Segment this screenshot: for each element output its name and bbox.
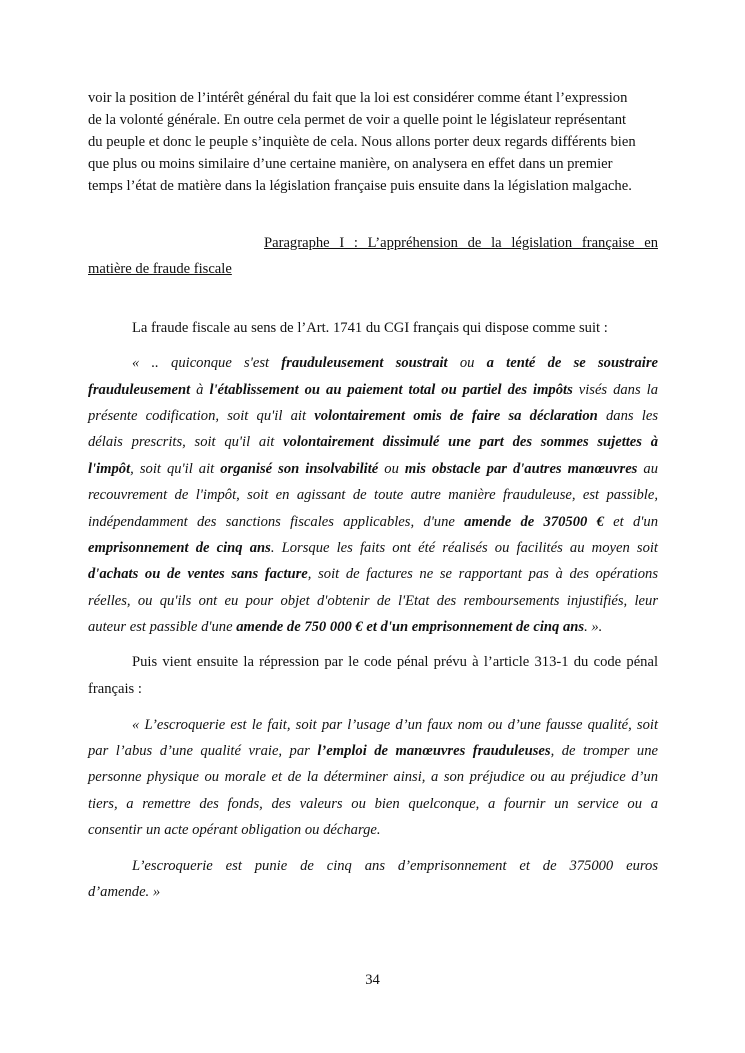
intro-line-4: que plus ou moins similaire d’une certaine manière, on analysera en effet dans un premier [88,156,613,172]
quote1-line-2: frauduleusement à l'établissement ou au paiement total ou partiel des impôts visés dans la [88,382,658,398]
heading-line-1: Paragraphe I : L’appréhension de la législation française en [264,235,658,251]
penal-line-1: Puis vient ensuite la répression par le code pénal prévu à l’article 313-1 du code pénal [132,654,658,670]
document-page [88,0,658,1053]
quote2-line-3: personne physique ou morale et de la déterminer ainsi, a son préjudice ou au préjudice d’un [88,769,658,785]
quote1-line-9: d'achats ou de ventes sans facture, soit de factures ne se rapportant pas à des opérations [88,566,658,582]
quote1-line-3: présente codification, soit qu'il ait volontairement omis de faire sa déclaration dans les [88,408,659,424]
quote2-line-4: tiers, a remettre des fonds, des valeurs ou bien quelconque, a fournir un service ou a [88,796,658,812]
quote2-line-1: « L’escroquerie est le fait, soit par l’usage d’un faux nom ou d’une fausse qualité, soit [132,717,658,733]
quote1-line-1: « .. quiconque s'est frauduleusement soustrait ou a tenté de se soustraire [132,355,658,371]
quote1-line-8: emprisonnement de cinq ans. Lorsque les faits ont été réalisés ou facilités au moyen soit [88,540,658,556]
intro-line-3: du peuple et donc le peuple s’inquiète de cela. Nous allons porter deux regards différents bien [88,134,636,150]
intro-line-5: temps l’état de matière dans la législation française puis ensuite dans la législation malgache. [88,178,632,194]
quote1-line-4: délais prescrits, soit qu'il ait volontairement dissimulé une part des sommes sujettes à [88,434,658,450]
penal-line-2: français : [88,681,142,697]
quote2-line-5: consentir un acte opérant obligation ou décharge. [88,822,381,838]
page-number: 34 [365,972,380,988]
quote1-line-11: auteur est passible d'une amende de 750 000 € et d'un emprisonnement de cinq ans. ». [88,619,603,635]
quote3-line-1: L’escroquerie est punie de cinq ans d’emprisonnement et de 375000 euros [132,858,658,874]
quote1-line-7: indépendamment des sanctions fiscales applicables, d'une amende de 370500 € et d'un [88,514,658,530]
cgi-paragraph: La fraude fiscale au sens de l’Art. 1741 du CGI français qui dispose comme suit : [132,320,608,336]
intro-line-2: de la volonté générale. En outre cela permet de voir a quelle point le législateur représentant [88,112,627,128]
quote1-line-5: l'impôt, soit qu'il ait organisé son insolvabilité ou mis obstacle par d'autres manœuvres au [88,461,658,477]
quote2-line-2: par l’abus d’une qualité vraie, par l’emploi de manœuvres frauduleuses, de tromper une [88,743,658,759]
quote1-line-6: recouvrement de l'impôt, soit en agissant de toute autre manière frauduleuse, est passible, [88,487,658,503]
quote3-line-2: d’amende. » [88,884,161,900]
intro-line-1: voir la position de l’intérêt général du fait que la loi est considérer comme étant l’expression [88,90,628,106]
quote1-line-10: réelles, ou qu'ils ont eu pour objet d'obtenir de l'Etat des remboursements injustifiés, leur [88,593,658,609]
heading-line-2: matière de fraude fiscale [88,261,232,277]
